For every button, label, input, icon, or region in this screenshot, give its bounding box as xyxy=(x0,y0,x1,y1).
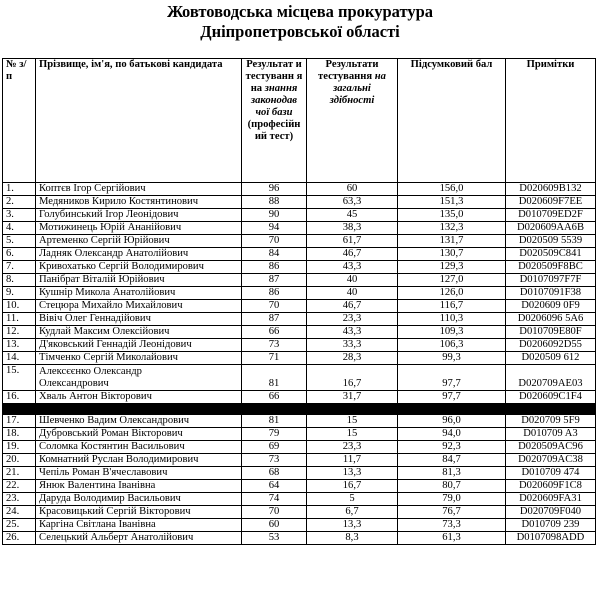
cell-score-legal: 73 xyxy=(242,454,307,467)
table-row xyxy=(3,196,596,209)
cell-num: 8. xyxy=(3,274,36,287)
cell-total: 132,3 xyxy=(398,222,506,235)
title-line-1: Жовтоводська місцева прокуратура xyxy=(166,2,434,21)
header-score-legal-tail: (професійн ий тест) xyxy=(247,119,301,142)
cell-note: D020609F1C8 xyxy=(506,480,596,493)
cell-num: 25. xyxy=(3,519,36,532)
cell-note: D020709AC38 xyxy=(506,454,596,467)
cell-num: 10. xyxy=(3,300,36,313)
cell-score-general: 46,7 xyxy=(307,300,398,313)
table-row xyxy=(3,183,596,196)
table-row xyxy=(3,454,596,467)
cell-total: 92,3 xyxy=(398,441,506,454)
header-score-legal xyxy=(242,59,307,183)
cell-total: 81,3 xyxy=(398,467,506,480)
cell-num: 4. xyxy=(3,222,36,235)
cell-total: 76,7 xyxy=(398,506,506,519)
title-line-2: Дніпропетровської області xyxy=(200,22,400,41)
cell-score-legal: 70 xyxy=(242,506,307,519)
cell-score-legal: 87 xyxy=(242,313,307,326)
table-row xyxy=(3,339,596,352)
cell-note: D0206092D55 xyxy=(506,339,596,352)
cell-score-general: 11,7 xyxy=(307,454,398,467)
cell-note: D0107097F7F xyxy=(506,274,596,287)
cell-note: D020609B132 xyxy=(506,183,596,196)
cell-num: 9. xyxy=(3,287,36,300)
cell-note: D020509 612 xyxy=(506,352,596,365)
cell-total: 80,7 xyxy=(398,480,506,493)
cell-score-general: 38,3 xyxy=(307,222,398,235)
cell-score-legal: 86 xyxy=(242,287,307,300)
cell-score-general: 16,7 xyxy=(307,480,398,493)
cell-total: 131,7 xyxy=(398,235,506,248)
cell-note: D020509C841 xyxy=(506,248,596,261)
cell-name: Комнатний Руслан Володимирович xyxy=(36,454,242,467)
cell-name: Каргіна Світлана Іванівна xyxy=(36,519,242,532)
table-row xyxy=(3,441,596,454)
table-row xyxy=(3,287,596,300)
cell-score-legal: 87 xyxy=(242,274,307,287)
table-row xyxy=(3,506,596,519)
table-header-row xyxy=(3,59,596,183)
cell-note: D020609F7EE xyxy=(506,196,596,209)
cell-score-legal: 84 xyxy=(242,248,307,261)
cell-name: Голубинський Ігор Леонідович xyxy=(36,209,242,222)
cell-total: 130,7 xyxy=(398,248,506,261)
cell-note: D020609 0F9 xyxy=(506,300,596,313)
document-title xyxy=(0,2,600,42)
cell-note: D010709 474 xyxy=(506,467,596,480)
cell-name: Кудлай Максим Олексійович xyxy=(36,326,242,339)
cell-score-legal: 64 xyxy=(242,480,307,493)
cell-total: 116,7 xyxy=(398,300,506,313)
cell-score-general: 5 xyxy=(307,493,398,506)
cell-total: 61,3 xyxy=(398,532,506,545)
cell-score-general: 8,3 xyxy=(307,532,398,545)
cell-note: D020509F8BC xyxy=(506,261,596,274)
cell-note: D020709AE03 xyxy=(506,365,596,391)
cell-score-legal: 71 xyxy=(242,352,307,365)
table-row xyxy=(3,261,596,274)
cell-score-legal: 70 xyxy=(242,300,307,313)
cell-score-legal: 96 xyxy=(242,183,307,196)
cell-note: D020509AC96 xyxy=(506,441,596,454)
cell-total: 135,0 xyxy=(398,209,506,222)
cell-name: Ладняк Олександр Анатолійович xyxy=(36,248,242,261)
cell-name: Янюк Валентина Іванівна xyxy=(36,480,242,493)
cell-num: 16. xyxy=(3,391,36,404)
table-row xyxy=(3,209,596,222)
cell-score-general: 61,7 xyxy=(307,235,398,248)
cell-score-legal: 81 xyxy=(242,365,307,391)
table-row xyxy=(3,300,596,313)
cell-num: 14. xyxy=(3,352,36,365)
cell-score-legal: 53 xyxy=(242,532,307,545)
cell-score-general: 23,3 xyxy=(307,441,398,454)
header-num: № з/п xyxy=(3,59,36,183)
cell-num: 18. xyxy=(3,428,36,441)
separator-cell xyxy=(3,404,596,415)
cell-score-legal: 73 xyxy=(242,339,307,352)
cell-name: Даруда Володимир Васильович xyxy=(36,493,242,506)
cell-num: 23. xyxy=(3,493,36,506)
cell-note: D020609FA31 xyxy=(506,493,596,506)
cell-num: 24. xyxy=(3,506,36,519)
table-row xyxy=(3,391,596,404)
cell-score-general: 43,3 xyxy=(307,326,398,339)
cell-total: 110,3 xyxy=(398,313,506,326)
cell-note: D0107098ADD xyxy=(506,532,596,545)
cell-total: 97,7 xyxy=(398,365,506,391)
header-total: Підсумковий бал xyxy=(398,59,506,183)
results-table xyxy=(2,58,596,545)
separator-bar xyxy=(3,404,596,415)
table-row xyxy=(3,532,596,545)
cell-score-legal: 69 xyxy=(242,441,307,454)
cell-name: Панібрат Віталій Юрійович xyxy=(36,274,242,287)
cell-name: Артеменко Сергій Юрійович xyxy=(36,235,242,248)
cell-score-legal: 68 xyxy=(242,467,307,480)
table-row xyxy=(3,480,596,493)
cell-num: 15. xyxy=(3,365,36,391)
header-score-general-main: Результати тестування xyxy=(318,59,379,82)
cell-note: D010709 239 xyxy=(506,519,596,532)
header-score-general xyxy=(307,59,398,183)
cell-score-legal: 66 xyxy=(242,326,307,339)
cell-name: Чепіль Роман В'ячеславович xyxy=(36,467,242,480)
cell-name: Кривохатько Сергій Володимирович xyxy=(36,261,242,274)
cell-name xyxy=(36,365,242,391)
cell-total: 109,3 xyxy=(398,326,506,339)
cell-score-general: 45 xyxy=(307,209,398,222)
cell-name: Коптєв Ігор Сергійович xyxy=(36,183,242,196)
cell-score-general: 33,3 xyxy=(307,339,398,352)
cell-name-line2: Олександрович xyxy=(39,378,109,389)
cell-name: Шевченко Вадим Олександрович xyxy=(36,415,242,428)
cell-total: 97,7 xyxy=(398,391,506,404)
header-score-general-sub: на загальні здібності xyxy=(329,71,386,106)
cell-score-general: 16,7 xyxy=(307,365,398,391)
table-body-bottom xyxy=(3,415,596,545)
table-row xyxy=(3,493,596,506)
table-body-top xyxy=(3,183,596,365)
cell-note: D020709F040 xyxy=(506,506,596,519)
table-row xyxy=(3,274,596,287)
cell-num: 26. xyxy=(3,532,36,545)
cell-total: 96,0 xyxy=(398,415,506,428)
cell-note: D020609C1F4 xyxy=(506,391,596,404)
cell-score-general: 23,3 xyxy=(307,313,398,326)
cell-num: 20. xyxy=(3,454,36,467)
cell-note: D010709ED2F xyxy=(506,209,596,222)
cell-score-general: 31,7 xyxy=(307,391,398,404)
cell-score-general: 13,3 xyxy=(307,519,398,532)
cell-name: Стецюра Михайло Михайлович xyxy=(36,300,242,313)
table-row xyxy=(3,235,596,248)
cell-score-legal: 60 xyxy=(242,519,307,532)
cell-name: Кушнір Микола Анатолійович xyxy=(36,287,242,300)
table-row xyxy=(3,313,596,326)
cell-total: 127,0 xyxy=(398,274,506,287)
cell-total: 106,3 xyxy=(398,339,506,352)
cell-score-general: 28,3 xyxy=(307,352,398,365)
table-row xyxy=(3,352,596,365)
cell-name: Вівіч Олег Геннадійович xyxy=(36,313,242,326)
cell-num: 2. xyxy=(3,196,36,209)
cell-num: 21. xyxy=(3,467,36,480)
cell-total: 79,0 xyxy=(398,493,506,506)
header-score-legal-main: Результат и тестуванн я на xyxy=(245,59,303,94)
cell-score-legal: 70 xyxy=(242,235,307,248)
cell-num: 5. xyxy=(3,235,36,248)
cell-name: Мотижинець Юрій Ананійович xyxy=(36,222,242,235)
cell-name: Красовицький Сергій Вікторович xyxy=(36,506,242,519)
cell-name: Дубровський Роман Вікторович xyxy=(36,428,242,441)
cell-note: D010709 A3 xyxy=(506,428,596,441)
cell-num: 7. xyxy=(3,261,36,274)
cell-score-general: 13,3 xyxy=(307,467,398,480)
cell-score-general: 46,7 xyxy=(307,248,398,261)
cell-total: 126,0 xyxy=(398,287,506,300)
cell-name: Медяников Кирило Костянтинович xyxy=(36,196,242,209)
table-row xyxy=(3,519,596,532)
cell-name-line1: Алексєєнко Олександр xyxy=(39,366,142,377)
cell-num: 1. xyxy=(3,183,36,196)
cell-score-general: 40 xyxy=(307,274,398,287)
table-row xyxy=(3,428,596,441)
cell-num: 17. xyxy=(3,415,36,428)
cell-note: D020609AA6B xyxy=(506,222,596,235)
cell-total: 94,0 xyxy=(398,428,506,441)
cell-total: 99,3 xyxy=(398,352,506,365)
cell-score-legal: 74 xyxy=(242,493,307,506)
header-name: Прізвище, ім'я, по батькові кандидата xyxy=(36,59,242,183)
cell-name: Соломка Костянтин Васильович xyxy=(36,441,242,454)
table-row xyxy=(3,222,596,235)
cell-score-general: 40 xyxy=(307,287,398,300)
table-row xyxy=(3,365,596,391)
cell-num: 19. xyxy=(3,441,36,454)
cell-score-general: 63,3 xyxy=(307,196,398,209)
cell-total: 73,3 xyxy=(398,519,506,532)
cell-num: 3. xyxy=(3,209,36,222)
cell-note: D0107091F38 xyxy=(506,287,596,300)
table-row xyxy=(3,467,596,480)
table-row xyxy=(3,326,596,339)
cell-score-legal: 66 xyxy=(242,391,307,404)
cell-note: D010709E80F xyxy=(506,326,596,339)
cell-num: 22. xyxy=(3,480,36,493)
cell-note: D020509 5539 xyxy=(506,235,596,248)
cell-score-legal: 88 xyxy=(242,196,307,209)
cell-score-legal: 79 xyxy=(242,428,307,441)
cell-total: 151,3 xyxy=(398,196,506,209)
cell-num: 11. xyxy=(3,313,36,326)
cell-total: 156,0 xyxy=(398,183,506,196)
cell-score-general: 60 xyxy=(307,183,398,196)
cell-score-legal: 86 xyxy=(242,261,307,274)
cell-score-legal: 90 xyxy=(242,209,307,222)
cell-score-general: 6,7 xyxy=(307,506,398,519)
table-body-mid xyxy=(3,365,596,415)
header-note: Примітки xyxy=(506,59,596,183)
cell-score-legal: 94 xyxy=(242,222,307,235)
cell-num: 12. xyxy=(3,326,36,339)
cell-total: 129,3 xyxy=(398,261,506,274)
cell-num: 6. xyxy=(3,248,36,261)
table-row xyxy=(3,248,596,261)
cell-note: D0206096 5A6 xyxy=(506,313,596,326)
cell-num: 13. xyxy=(3,339,36,352)
header-score-legal-sub: знання законодав чої бази xyxy=(250,83,298,118)
cell-score-general: 43,3 xyxy=(307,261,398,274)
cell-name: Хваль Антон Вікторович xyxy=(36,391,242,404)
cell-name: Селецький Альберт Анатолійович xyxy=(36,532,242,545)
cell-total: 84,7 xyxy=(398,454,506,467)
cell-name: Тімченко Сергій Миколайович xyxy=(36,352,242,365)
cell-score-general: 15 xyxy=(307,415,398,428)
cell-note: D020709 5F9 xyxy=(506,415,596,428)
cell-score-legal: 81 xyxy=(242,415,307,428)
table-row xyxy=(3,415,596,428)
cell-name: Д'яковський Геннадій Леонідович xyxy=(36,339,242,352)
cell-score-general: 15 xyxy=(307,428,398,441)
